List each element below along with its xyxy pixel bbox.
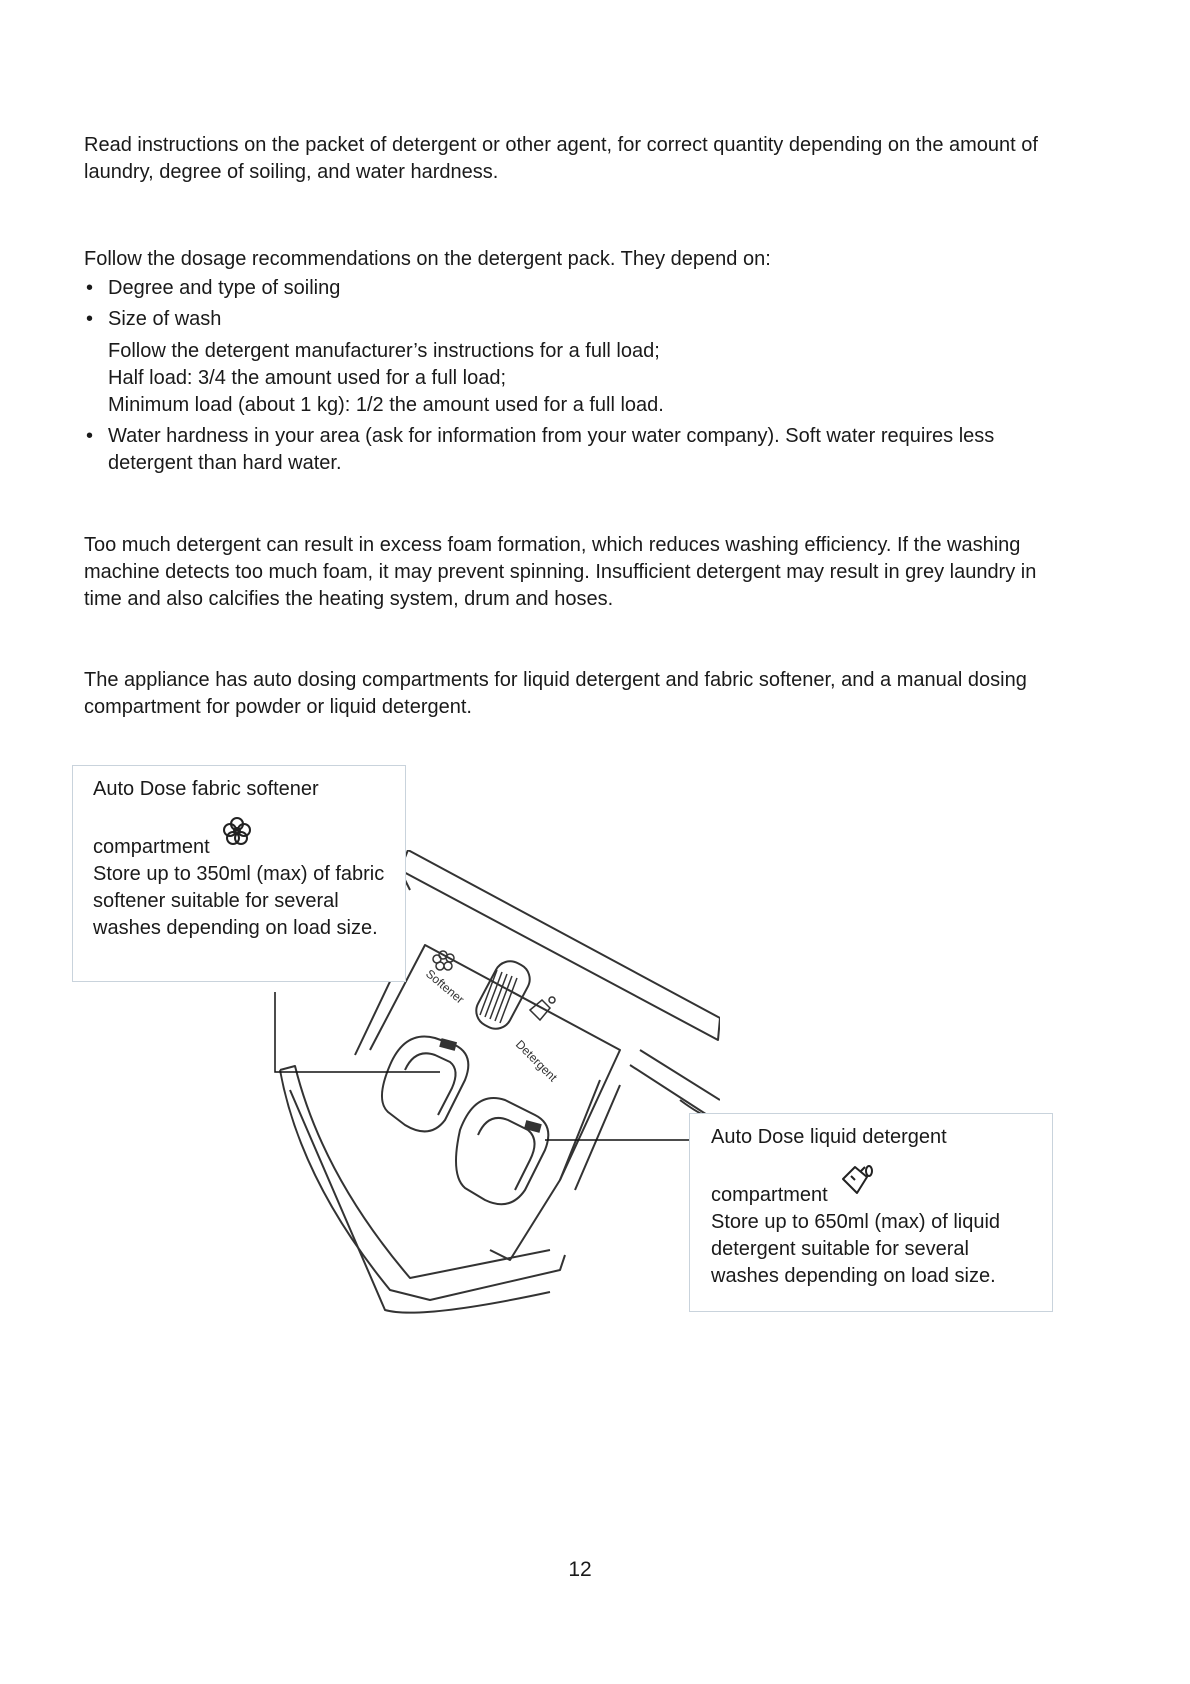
page-number: 12 [568, 1558, 592, 1581]
half-load-note: Half load: 3/4 the amount used for a full load; [108, 367, 507, 389]
list-item [84, 275, 1074, 302]
drawer-lid [400, 850, 720, 1040]
detergent-callout-description: Store up to 650ml (max) of liquid detergent suitable for several washes depending on load size. [711, 1211, 1001, 1287]
softener-callout-title: Auto Dose fabric softener [93, 778, 319, 800]
softener-compartment-label: compartment [93, 836, 210, 858]
softener-callout [72, 765, 406, 982]
list-item [84, 306, 1074, 419]
softener-cup [382, 1037, 468, 1132]
minimum-load-note: Minimum load (about 1 kg): 1/2 the amount used for a full load. [108, 394, 664, 416]
bullet-size: Size of wash [108, 308, 222, 330]
intro-paragraph: Read instructions on the packet of detergent or other agent, for correct quantity depending on the amount of laundry, degree of soiling, and water hardness. [84, 134, 1038, 183]
list-item [84, 423, 1074, 477]
compartments-paragraph: The appliance has auto dosing compartments for liquid detergent and fabric softener, and a manual dosing compartment for powder or liquid detergent. [84, 669, 1027, 718]
softener-label: Softener [423, 966, 467, 1007]
dosage-factors-list [84, 275, 1074, 481]
detergent-max-marker [524, 1120, 542, 1133]
detergent-compartment-line [711, 1163, 1031, 1209]
softener-compartment-line [93, 815, 385, 861]
dosage-intro: Follow the dosage recommendations on the detergent pack. They depend on: [84, 248, 771, 270]
bullet-water-hardness: Water hardness in your area (ask for information from your water company). Soft water requires less detergent than hard water. [108, 425, 995, 474]
softener-callout-description: Store up to 350ml (max) of fabric softener suitable for several washes depending on load size. [93, 863, 385, 939]
detergent-bottle-icon [839, 1163, 875, 1197]
foam-warning-paragraph: Too much detergent can result in excess foam formation, which reduces washing efficiency. If the washing machine detects too much foam, it may prevent spinning. Insufficient detergent may result in grey laundry in time and also calcifies the heating system, drum and hoses. [84, 534, 1037, 610]
detergent-callout [689, 1113, 1053, 1312]
softener-max-marker [439, 1038, 457, 1051]
flower-icon [221, 815, 253, 847]
drawer-side-rail [630, 1050, 720, 1120]
detergent-label: Detergent [512, 1037, 561, 1085]
drawer-front-panel [280, 1066, 565, 1300]
detergent-callout-title: Auto Dose liquid detergent [711, 1126, 947, 1148]
detergent-compartment-label: compartment [711, 1184, 828, 1206]
full-load-note: Follow the detergent manufacturer’s instructions for a full load; [108, 340, 660, 362]
softener-leader-line [275, 992, 440, 1072]
level-window [471, 956, 536, 1035]
bullet-soiling: Degree and type of soiling [108, 277, 341, 299]
